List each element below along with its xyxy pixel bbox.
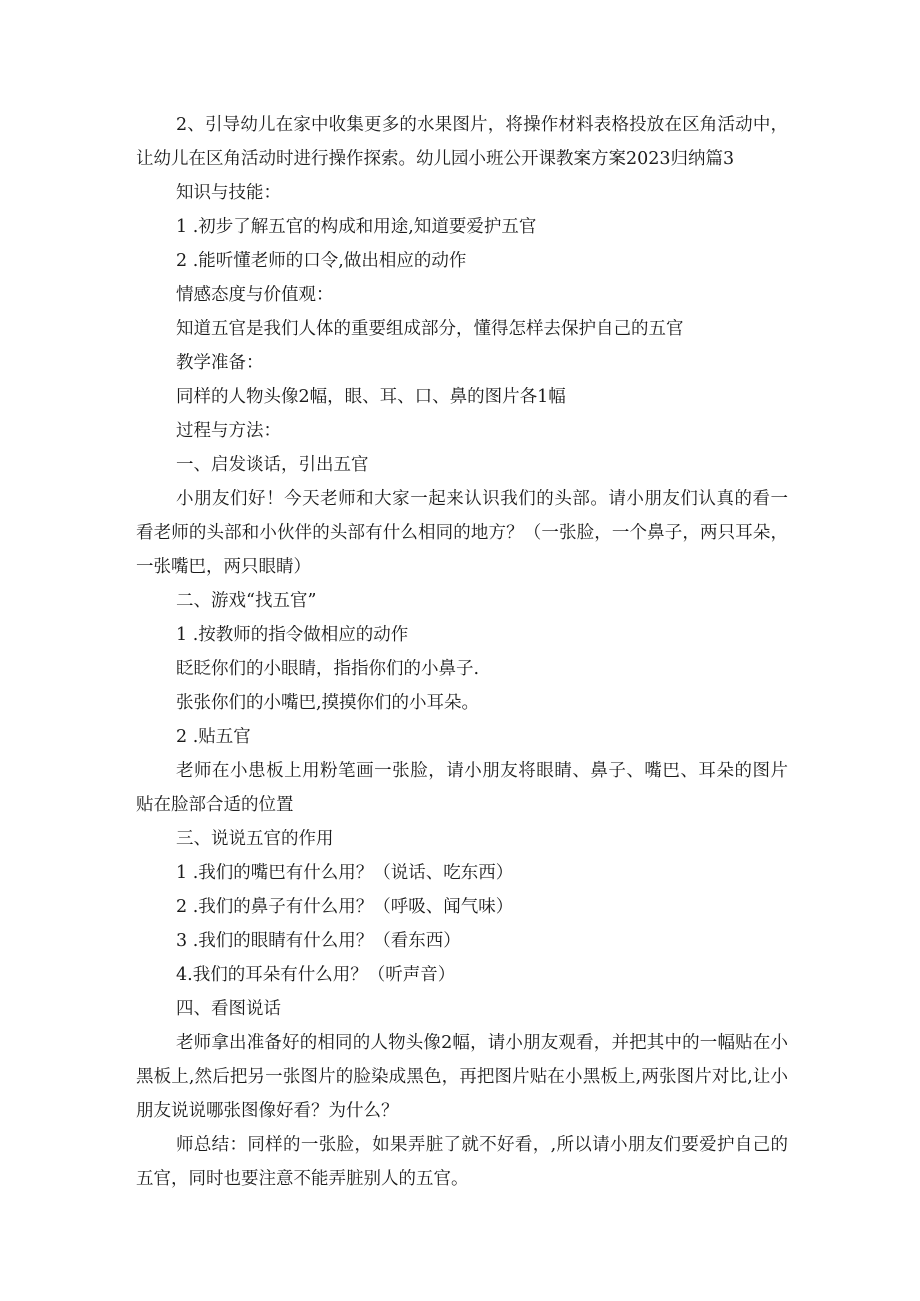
paragraph-paste-features: 老师在小患板上用粉笔画一张脸，请小朋友将眼睛、鼻子、嘴巴、耳朵的图片贴在脸部合适的位置 (136, 761, 788, 815)
paragraph-teacher-summary: 师总结：同样的一张脸，如果弄脏了就不好看，,所以请小朋友们要爱护自己的五官，同时也要注意不能弄脏别人的五官。 (136, 1135, 788, 1189)
list-item-eyes: 3 .我们的眼睛有什么用？（看东西） (176, 931, 461, 951)
paragraph-intro-talk: 小朋友们好！今天老师和大家一起来认识我们的头部。请小朋友们认真的看一看老师的头部和小伙伴的头部有什么相同的地方？（一张脸，一个鼻子，两只耳朵，一张嘴巴，两只眼睛） (136, 489, 788, 577)
paragraph-emotion-goal: 知道五官是我们人体的重要组成部分，懂得怎样去保护自己的五官 (176, 319, 684, 339)
paragraph-preparation: 同样的人物头像2幅，眼、耳、口、鼻的图片各1幅 (176, 387, 566, 407)
section-heading-3: 三、说说五官的作用 (176, 829, 334, 849)
section-heading-4: 四、看图说话 (176, 999, 281, 1019)
list-item-game-2: 2 .贴五官 (176, 727, 251, 747)
paragraph-activity-extension: 2、引导幼儿在家中收集更多的水果图片，将操作材料表格投放在区角活动中，让幼儿在区角活动时进行操作探索。幼儿园小班公开课教案方案2023归纳篇3 (136, 115, 788, 169)
list-item-goal-2: 2 .能听懂老师的口令,做出相应的动作 (176, 251, 467, 271)
paragraph-open-touch: 张张你们的小嘴巴,摸摸你们的小耳朵。 (176, 693, 480, 713)
heading-knowledge-skills: 知识与技能： (176, 183, 281, 203)
paragraph-blink-point: 眨眨你们的小眼睛，指指你们的小鼻子. (176, 659, 480, 679)
document-body (136, 108, 788, 1196)
heading-emotion-attitude: 情感态度与价值观： (176, 285, 334, 305)
list-item-goal-1: 1 .初步了解五官的构成和用途,知道要爱护五官 (176, 217, 537, 237)
section-heading-1: 一、启发谈话，引出五官 (176, 455, 369, 475)
paragraph-picture-talk: 老师拿出准备好的相同的人物头像2幅，请小朋友观看，并把其中的一幅贴在小黑板上,然后把另一张图片的脸染成黑色，再把图片贴在小黑板上,两张图片对比,让小朋友说说哪张图像好看？为什么？ (136, 1033, 788, 1121)
list-item-mouth: 1 .我们的嘴巴有什么用？（说话、吃东西） (176, 863, 514, 883)
section-heading-2: 二、游戏“找五官” (176, 591, 317, 611)
heading-teaching-preparation: 教学准备： (176, 353, 264, 373)
list-item-ears: 4.我们的耳朵有什么用？（听声音） (176, 965, 456, 985)
list-item-nose: 2 .我们的鼻子有什么用？（呼吸、闻气味） (176, 897, 514, 917)
list-item-game-1: 1 .按教师的指令做相应的动作 (176, 625, 409, 645)
heading-process-method: 过程与方法： (176, 421, 281, 441)
